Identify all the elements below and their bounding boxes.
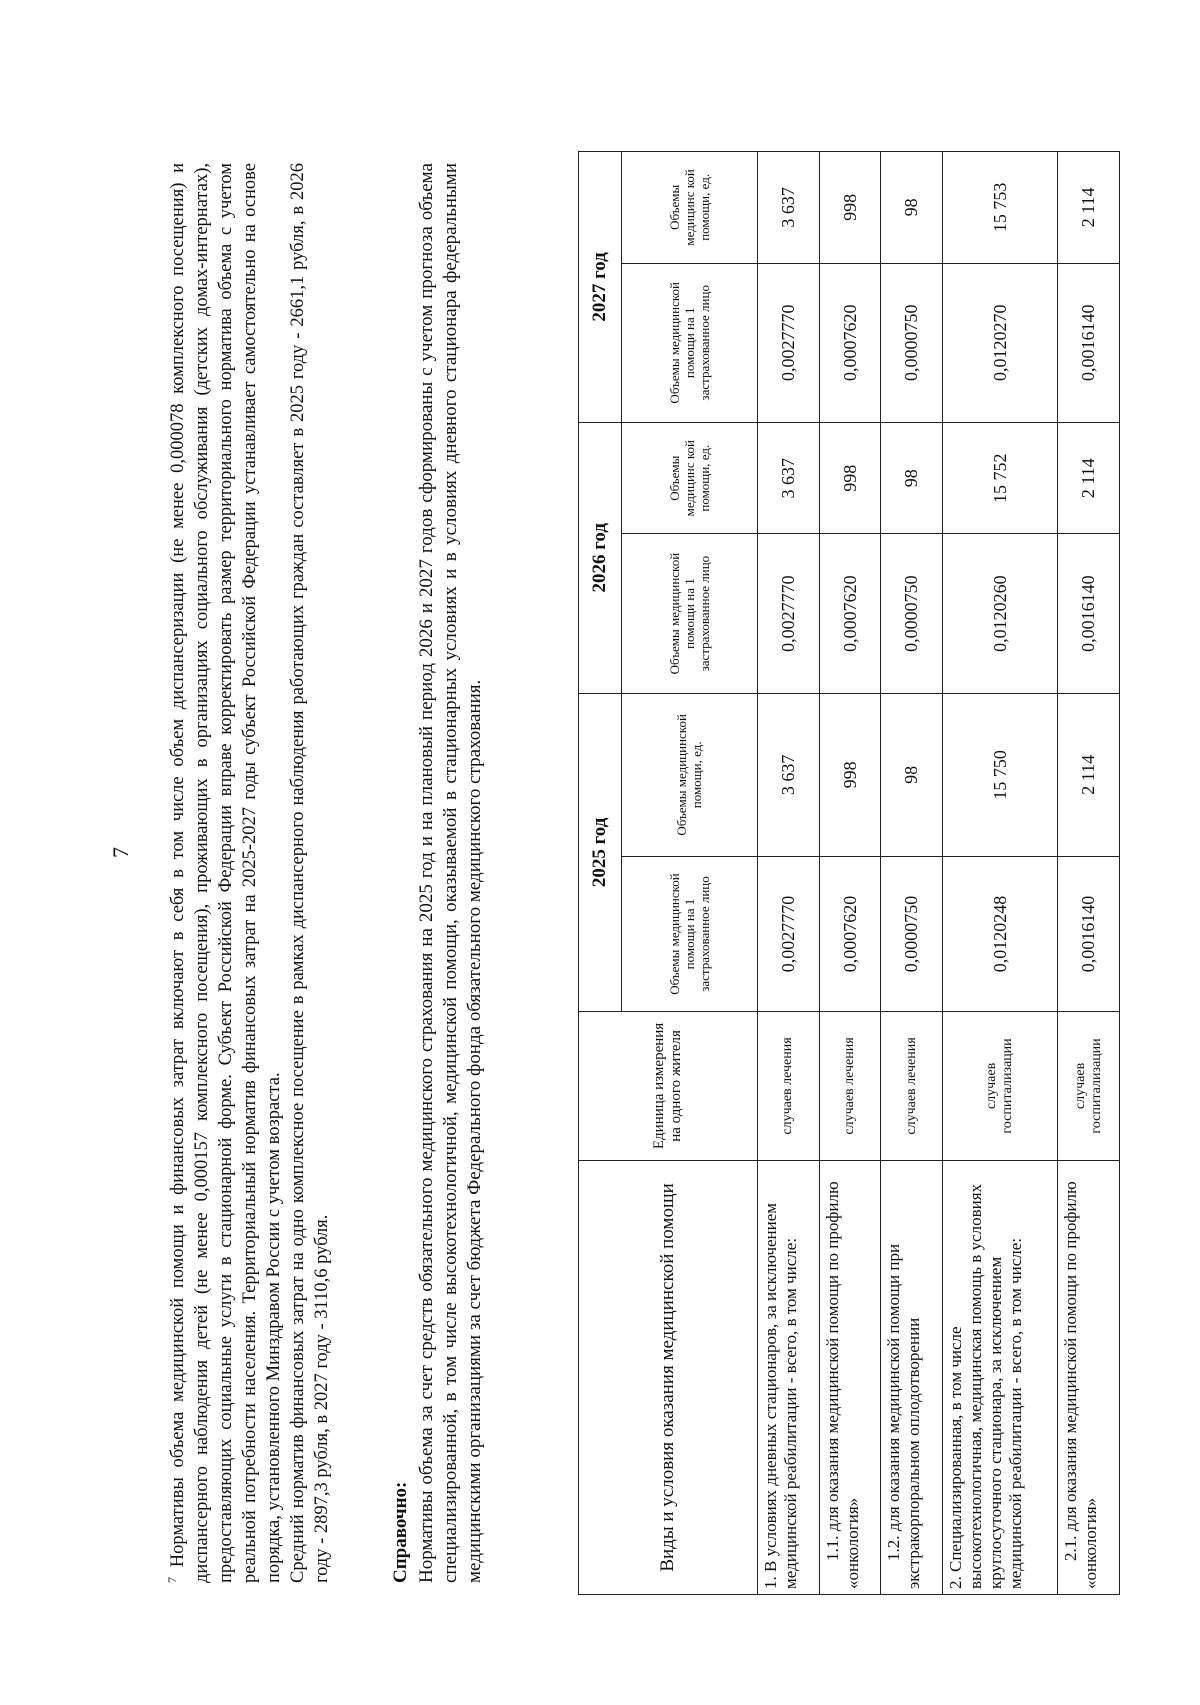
row-name: 2. Специализированная, в том числе высокотехнологичная, медицинская помощь в условиях круглосуточного стационара, за исключением медицинской реабилитации - всего, в том числе: — [943, 1160, 1058, 1594]
footnote — [160, 163, 334, 1583]
cell-2027-volume: 998 — [819, 152, 881, 264]
header-types: Виды и условия оказания медицинской помощи — [579, 1160, 758, 1594]
footnote-paragraph-2: Средний норматив финансовых затрат на одно комплексное посещение в рамках диспансерного наблюдения работающих граждан составляет в 2025 году - 2661,1 рубля, в 2026 году - 2897,3 рубля, в 2027 году - 3110,6 рубля. — [288, 163, 333, 1583]
cell-2025-volume: 2 114 — [1058, 693, 1120, 856]
cell-2025-per-person: 0,0000750 — [881, 856, 943, 1011]
cell-2026-per-person: 0,0000750 — [881, 534, 943, 693]
cell-2026-volume: 2 114 — [1058, 422, 1120, 534]
cell-2026-volume: 3 637 — [757, 422, 819, 534]
cell-2025-per-person: 0,0120248 — [943, 856, 1058, 1011]
cell-2027-per-person: 0,0027770 — [757, 263, 819, 422]
cell-2026-volume: 15 752 — [943, 422, 1058, 534]
table-row — [881, 152, 943, 1595]
row-name: 1.1. для оказания медицинской помощи по профилю «онкология» — [819, 1160, 881, 1594]
row-unit: случаев госпитализации — [943, 1012, 1058, 1161]
cell-2027-per-person: 0,0007620 — [819, 263, 881, 422]
cell-2027-per-person: 0,0120270 — [943, 263, 1058, 422]
cell-2026-per-person: 0,0027770 — [757, 534, 819, 693]
cell-2027-per-person: 0,0016140 — [1058, 263, 1120, 422]
cell-2027-volume: 2 114 — [1058, 152, 1120, 264]
cell-2027-per-person: 0,0000750 — [881, 263, 943, 422]
cell-2026-volume: 998 — [819, 422, 881, 534]
table-row — [819, 152, 881, 1595]
header-year-2027: 2027 год — [579, 152, 622, 423]
header-2026-volume: Объемы медицинс кой помощи, ед. — [621, 422, 757, 534]
row-name: 2.1. для оказания медицинской помощи по профилю «онкология» — [1058, 1160, 1120, 1594]
cell-2025-volume: 15 750 — [943, 693, 1058, 856]
cell-2026-per-person: 0,0016140 — [1058, 534, 1120, 693]
cell-2025-per-person: 0,0016140 — [1058, 856, 1120, 1011]
reference-heading: Справочно: — [390, 1481, 411, 1583]
row-unit: случаев лечения — [881, 1012, 943, 1161]
cell-2025-per-person: 0,0007620 — [819, 856, 881, 1011]
cell-2025-per-person: 0,0027770 — [757, 856, 819, 1011]
cell-2025-volume: 3 637 — [757, 693, 819, 856]
cell-2027-volume: 98 — [881, 152, 943, 264]
reference-text: Нормативы объема за счет средств обязательного медицинского страхования на 2025 год и на плановый период 2026 и 2027 годов сформированы с учетом прогноза объема специализированной, в том числе высокотехнологичной, медицинской помощи, оказываемой в стационарных условиях и в условиях дневного стационара федеральными медицинскими организациями за счет бюджета Федерального фонда обязательного медицинского страхования. — [416, 163, 485, 1583]
table-row — [757, 152, 819, 1595]
cell-2027-volume: 15 753 — [943, 152, 1058, 264]
header-2027-per-person: Объемы медицинской помощи на 1 застрахованное лицо — [621, 263, 757, 422]
header-2025-per-person: Объемы медицинской помощи на 1 застрахованное лицо — [621, 856, 757, 1011]
header-2025-volume: Объемы медицинской помощи, ед. — [621, 693, 757, 856]
header-year-2025: 2025 год — [579, 693, 622, 1011]
header-year-2026: 2026 год — [579, 422, 622, 693]
cell-2026-per-person: 0,0120260 — [943, 534, 1058, 693]
header-2027-volume: Объемы медицинс кой помощи, ед. — [621, 152, 757, 264]
cell-2026-per-person: 0,0007620 — [819, 534, 881, 693]
norms-table — [578, 151, 1120, 1595]
row-unit: случаев лечения — [757, 1012, 819, 1161]
header-2026-per-person: Объемы медицинской помощи на 1 застрахованное лицо — [621, 534, 757, 693]
footnote-marker: 7 — [165, 1577, 179, 1583]
row-unit: случаев лечения — [819, 1012, 881, 1161]
table-header-row — [579, 152, 622, 1595]
row-unit: случаев госпитализации — [1058, 1012, 1120, 1161]
header-unit: Единица измерения на одного жителя — [579, 1012, 758, 1161]
cell-2025-volume: 98 — [881, 693, 943, 856]
cell-2026-volume: 98 — [881, 422, 943, 534]
cell-2025-volume: 998 — [819, 693, 881, 856]
page-number: 7 — [108, 847, 133, 858]
table-row — [1058, 152, 1120, 1595]
cell-2027-volume: 3 637 — [757, 152, 819, 264]
footnote-paragraph-1 — [160, 163, 286, 1583]
row-name: 1.2. для оказания медицинской помощи при экстракорпоральном оплодотворении — [881, 1160, 943, 1594]
table-row — [943, 152, 1058, 1595]
row-name: 1. В условиях дневных стационаров, за исключением медицинской реабилитации - всего, в том числе: — [757, 1160, 819, 1594]
footnote-text-1: Нормативы объема медицинской помощи и финансовых затрат включают в себя в том числе объем диспансеризации (не менее 0,000078 комплексного посещения) и диспансерного наблюдения детей (не менее 0,000157 комплексного посещения), проживающих в организациях социального обслуживания (детских домах-интернатах), предоставляющих социальные услуги в стационарной форме. Субъект Российской Федерации вправе корректировать размер территориального норматива объема с учетом реальной потребности населения. Территориальный норматив финансовых затрат на 2025-2027 годы субъект Российской Федерации устанавливает самостоятельно на основе порядка, установленного Минздравом России с учетом возраста. — [168, 162, 285, 1583]
